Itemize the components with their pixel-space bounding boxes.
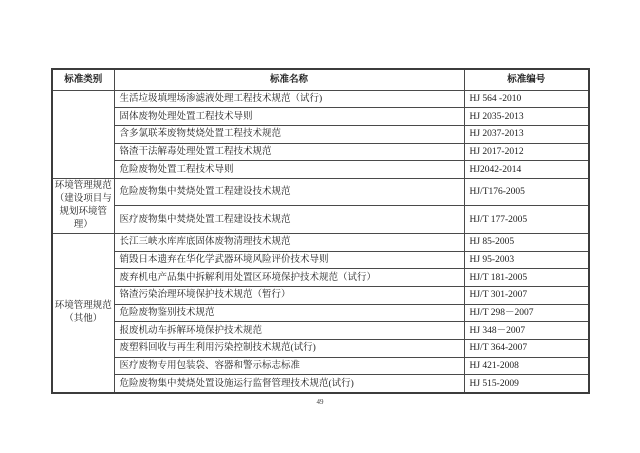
header-category: 标准类别 bbox=[52, 69, 114, 90]
category-cell-empty bbox=[52, 90, 114, 178]
standard-code-cell: HJ/T 364-2007 bbox=[464, 340, 589, 358]
standard-name-cell: 长江三峡水库库底固体废物清理技术规范 bbox=[114, 233, 464, 251]
standard-code-cell: HJ/T 177-2005 bbox=[464, 206, 589, 234]
standard-name-cell: 废弃机电产品集中拆解利用处置区环境保护技术规范（试行） bbox=[114, 269, 464, 287]
standard-name-cell: 铬渣干法解毒处理处置工程技术规范 bbox=[114, 143, 464, 161]
category-line: （建设项目与 bbox=[54, 193, 112, 204]
table-row bbox=[52, 357, 589, 375]
standard-code-cell: HJ 95-2003 bbox=[464, 251, 589, 269]
standard-name-cell: 危险废物集中焚烧处置工程建设技术规范 bbox=[114, 178, 464, 206]
table-row bbox=[52, 269, 589, 287]
standard-code-cell: HJ 85-2005 bbox=[464, 233, 589, 251]
table-row bbox=[52, 251, 589, 269]
standard-code-cell: HJ 2017-2012 bbox=[464, 143, 589, 161]
table-row bbox=[52, 287, 589, 305]
standard-name-cell: 销毁日本遗弃在华化学武器环境风险评价技术导则 bbox=[114, 251, 464, 269]
standard-name-cell: 含多氯联苯废物焚烧处置工程技术规范 bbox=[114, 125, 464, 143]
table-row bbox=[52, 161, 589, 179]
table-row bbox=[52, 178, 589, 206]
category-line: 规划环境管理） bbox=[59, 206, 107, 230]
table-row bbox=[52, 340, 589, 358]
standard-name-cell: 医疗废物集中焚烧处置工程建设技术规范 bbox=[114, 206, 464, 234]
header-name: 标准名称 bbox=[114, 69, 464, 90]
standard-code-cell: HJ 564 -2010 bbox=[464, 90, 589, 108]
table-row bbox=[52, 233, 589, 251]
standard-name-cell: 生活垃圾填埋场渗滤液处理工程技术规范（试行) bbox=[114, 90, 464, 108]
header-code: 标准编号 bbox=[464, 69, 589, 90]
standard-code-cell: HJ 2037-2013 bbox=[464, 125, 589, 143]
category-line: 环境管理规范 bbox=[54, 180, 112, 191]
table-row bbox=[52, 322, 589, 340]
standard-code-cell: HJ/T176-2005 bbox=[464, 178, 589, 206]
category-line: 环境管理规范 bbox=[54, 300, 112, 311]
standard-name-cell: 医疗废物专用包装袋、容器和警示标志标准 bbox=[114, 357, 464, 375]
standard-name-cell: 危险废物集中焚烧处置设施运行监督管理技术规范(试行) bbox=[114, 375, 464, 393]
standard-name-cell: 报废机动车拆解环境保护技术规范 bbox=[114, 322, 464, 340]
table-header-row bbox=[52, 69, 589, 90]
category-cell-other bbox=[52, 233, 114, 392]
standard-name-cell: 危险废物处置工程技术导则 bbox=[114, 161, 464, 179]
table-row bbox=[52, 90, 589, 108]
table-row bbox=[52, 375, 589, 393]
page-number: 49 bbox=[316, 398, 324, 406]
table-row bbox=[52, 108, 589, 126]
standard-code-cell: HJ 421-2008 bbox=[464, 357, 589, 375]
standard-name-cell: 铬渣污染治理环境保护技术规范（暂行） bbox=[114, 287, 464, 305]
standard-code-cell: HJ 348－2007 bbox=[464, 322, 589, 340]
table-row bbox=[52, 304, 589, 322]
standard-name-cell: 固体废物处理处置工程技术导则 bbox=[114, 108, 464, 126]
standard-name-cell: 废塑料回收与再生利用污染控制技术规范(试行) bbox=[114, 340, 464, 358]
category-cell-construction bbox=[52, 178, 114, 233]
table-row bbox=[52, 143, 589, 161]
standard-code-cell: HJ 2035-2013 bbox=[464, 108, 589, 126]
standards-table bbox=[51, 68, 590, 394]
standard-code-cell: HJ/T 301-2007 bbox=[464, 287, 589, 305]
standard-code-cell: HJ/T 181-2005 bbox=[464, 269, 589, 287]
standard-code-cell: HJ/T 298－2007 bbox=[464, 304, 589, 322]
standard-name-cell: 危险废物鉴别技术规范 bbox=[114, 304, 464, 322]
standard-code-cell: HJ 515-2009 bbox=[464, 375, 589, 393]
table-row bbox=[52, 125, 589, 143]
category-line: （其他） bbox=[64, 313, 103, 324]
standard-code-cell: HJ2042-2014 bbox=[464, 161, 589, 179]
table-row bbox=[52, 206, 589, 234]
